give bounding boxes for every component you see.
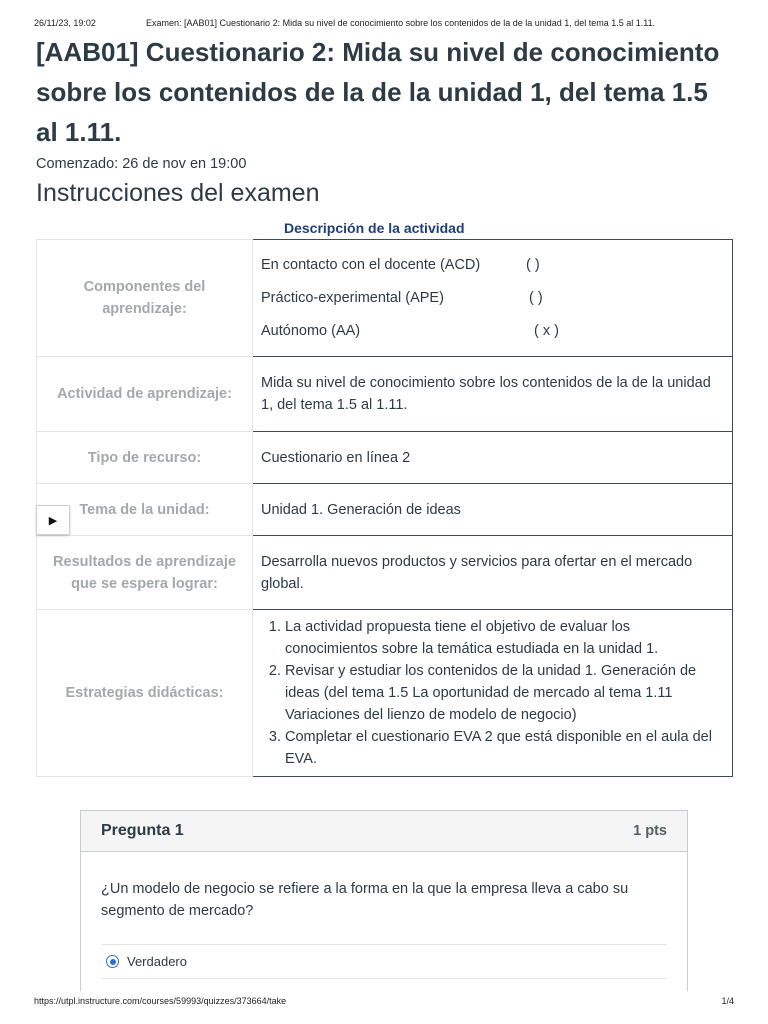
answer-list [101,944,667,979]
list-item: 1. La actividad propuesta tiene el objetivo de evaluar los conocimientos sobre la temática estudiada en la unidad 1. [285,616,724,660]
question-number: Pregunta 1 [101,822,184,839]
list-item: 3. Completar el cuestionario EVA 2 que está disponible en el aula del EVA. [285,726,724,770]
component-mark: ( x ) [534,322,559,339]
activity-table [36,239,733,777]
component-line [261,282,724,315]
question-header [81,811,687,852]
quiz-content [36,32,732,777]
component-name: Autónomo (AA) [261,322,361,339]
list-item: 2. Revisar y estudiar los contenidos de la unidad 1. Generación de ideas (del tema 1.5 La oportunidad de mercado al tema 1.11 Variaciones del lienzo de modelo de negocio) [285,660,724,726]
print-page-title: Examen: [AAB01] Cuestionario 2: Mida su nivel de conocimiento sobre los contenidos de la de la unidad 1, del tema 1.5 al 1.11. [146,18,656,28]
row-label: Resultados de aprendizaje que se espera lograr: [37,536,253,610]
print-timestamp: 26/11/23, 19:02 [34,18,96,28]
strategies-label: Estrategias didácticas: [37,610,253,777]
print-footer [34,996,734,1006]
radio-dot-icon [110,959,116,965]
row-label: Actividad de aprendizaje: [37,357,253,432]
component-name: Práctico-experimental (APE) [261,289,444,306]
play-icon: ▶ [48,514,58,527]
row-value: Mida su nivel de conocimiento sobre los contenidos de la de la unidad 1, del tema 1.5 al 1.11. [253,357,733,432]
quiz-start-time: Comenzado: 26 de nov en 19:00 [36,156,247,172]
print-url: https://utpl.instructure.com/courses/59993/quizzes/373664/take [34,996,287,1006]
component-mark: ( ) [529,289,543,306]
radio-button-selected[interactable] [106,955,119,968]
table-row [37,240,733,357]
instructions-heading: Instrucciones del examen [36,179,320,207]
component-name: En contacto con el docente (ACD) [261,256,481,273]
question-card [80,810,688,991]
quiz-title: [AAB01] Cuestionario 2: Mida su nivel de conocimiento sobre los contenidos de la de la unidad 1, del tema 1.5 al 1.11. [36,37,720,147]
answer-option[interactable] [101,945,667,979]
answer-label: Verdadero [127,954,187,969]
table-row [37,357,733,432]
strategies-cell [253,610,733,777]
question-text: ¿Un modelo de negocio se refiere a la forma en la que la empresa lleva a cabo su segmento de mercado? [101,881,629,919]
components-label: Componentes del aprendizaje: [37,240,253,357]
row-label: Tema de la unidad: [37,484,253,536]
table-row [37,484,733,536]
row-value: Desarrolla nuevos productos y servicios para ofertar en el mercado global. [253,536,733,610]
component-mark: ( ) [526,256,540,273]
table-row [37,536,733,610]
print-header [34,18,734,28]
question-body [81,852,687,979]
row-value: Unidad 1. Generación de ideas [253,484,733,536]
strategies-list [261,616,724,770]
table-row [37,432,733,484]
activity-description-caption: Descripción de la actividad [284,220,465,236]
component-line [261,315,724,348]
play-button[interactable] [36,505,70,535]
row-value: Cuestionario en línea 2 [253,432,733,484]
row-label: Tipo de recurso: [37,432,253,484]
print-page-number: 1/4 [721,996,734,1006]
component-line [261,249,724,282]
table-row [37,610,733,777]
question-points: 1 pts [633,823,667,839]
components-cell [253,240,733,357]
